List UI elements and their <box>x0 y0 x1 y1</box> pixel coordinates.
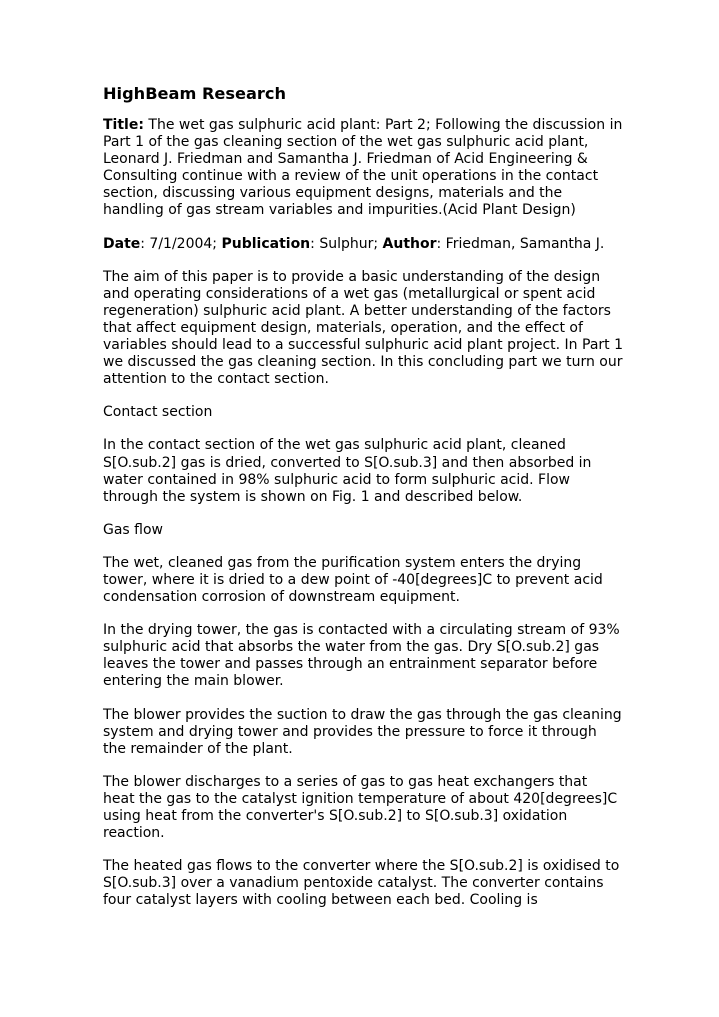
author-label: Author <box>382 235 437 252</box>
paragraph-intro: The aim of this paper is to provide a basic understanding of the design and operating considerations of a wet gas (metallurgical or spent acid regeneration) sulphuric acid plant. A better understanding of the factors that affect equipment design, materials, operation, and the effect of variables should lead to a successful sulphuric acid plant project. In Part 1 we discussed the gas cleaning section. In this concluding part we turn our attention to the contact section. <box>103 268 624 388</box>
date-value: : 7/1/2004; <box>140 235 222 252</box>
paragraph-drying-tower-entry: The wet, cleaned gas from the purification system enters the drying tower, where it is dried to a dew point of -40[degrees]C to prevent acid condensation corrosion of downstream equipment. <box>103 554 603 606</box>
paragraph-converter: The heated gas flows to the converter where the S[O.sub.2] is oxidised to S[O.sub.3] over a vanadium pentoxide catalyst. The converter contains four catalyst layers with cooling between each bed. Cooling is <box>103 858 620 909</box>
paragraph-heat-exchangers: The blower discharges to a series of gas to gas heat exchangers that heat the gas to the catalyst ignition temperature of about 420[degrees]C using heat from the converter's S[O.sub.2] to S[O.sub.3] oxidation reaction. <box>103 773 618 842</box>
title-label: Title: <box>103 117 144 133</box>
section-heading-contact: Contact section <box>103 404 213 421</box>
date-label: Date <box>103 235 141 252</box>
paragraph-blower: The blower provides the suction to draw the gas through the gas cleaning system and drying tower and provides the pressure to force it through the remainder of the plant. <box>103 706 622 757</box>
author-value: : Friedman, Samantha J. <box>436 235 605 252</box>
paragraph-contact-section: In the contact section of the wet gas sulphuric acid plant, cleaned S[O.sub.2] gas is dried, converted to S[O.sub.3] and then absorbed in water contained in 98% sulphuric acid to form sulphuric acid. Flow through the system is shown on Fig. 1 and described below. <box>103 437 592 505</box>
site-heading: HighBeam Research <box>103 84 287 103</box>
section-heading-gas-flow: Gas flow <box>103 521 164 538</box>
title-block <box>103 117 623 220</box>
title-text: The wet gas sulphuric acid plant: Part 2; Following the discussion in Part 1 of the gas cleaning section of the wet gas sulphuric acid plant, Leonard J. Friedman and Samantha J. Friedman of Acid Engineering & Consulting continue with a review of the unit operations in the contact section, discussing various equipment designs, materials and the handling of gas stream variables and impurities.(Acid Plant Design) <box>103 117 623 219</box>
publication-label: Publication <box>221 235 311 252</box>
metadata-line <box>103 236 623 253</box>
document-body <box>103 84 623 925</box>
paragraph-drying-tower: In the drying tower, the gas is contacted with a circulating stream of 93% sulphuric acid that absorbs the water from the gas. Dry S[O.sub.2] gas leaves the tower and passes through an entrainment separator before entering the main blower. <box>103 622 620 690</box>
publication-value: : Sulphur; <box>310 235 383 252</box>
